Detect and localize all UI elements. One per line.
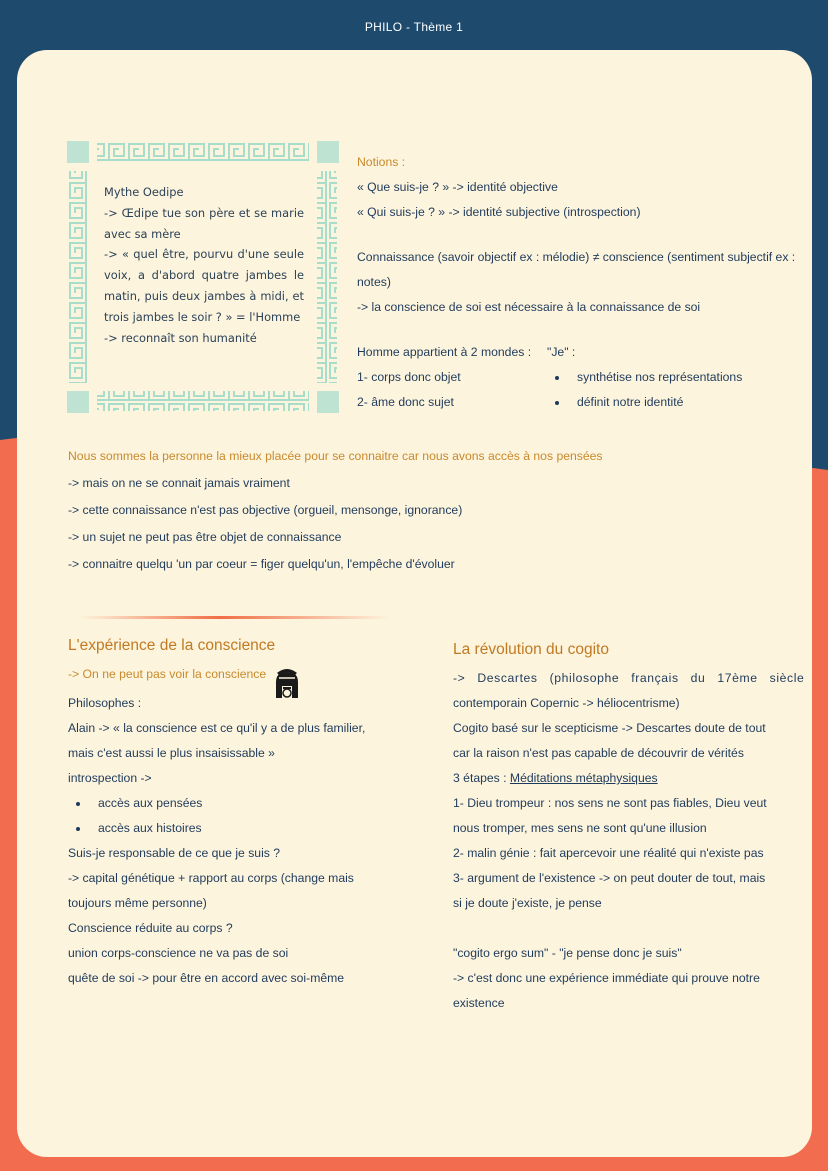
cogito-line: car la raison n'est pas capable de découvrir de vérités xyxy=(453,746,744,760)
cogito-line: existence xyxy=(453,996,505,1010)
introspection-bullet: accès aux pensées xyxy=(68,791,368,816)
homme-item: 2- âme donc sujet xyxy=(357,395,454,409)
je-list xyxy=(547,340,742,415)
cogito-line: 2- malin génie : fait apercevoir une réalité qui n'existe pas xyxy=(453,846,764,860)
cogito-line: Cogito basé sur le scepticisme -> Descartes doute de tout xyxy=(453,721,766,735)
cogito-section xyxy=(453,638,805,1016)
mid-title: Nous sommes la personne la mieux placée pour se connaitre car nous avons accès à nos pensées xyxy=(68,449,603,463)
oedipe-text xyxy=(104,182,304,348)
mid-line: -> mais on ne se connait jamais vraiment xyxy=(68,476,290,490)
oedipe-line: -> reconnaît son humanité xyxy=(104,330,257,345)
helmet-icon xyxy=(270,668,304,702)
answer-line: -> capital génétique + rapport au corps (change mais xyxy=(68,871,354,885)
cogito-line: 3- argument de l'existence -> on peut douter de tout, mais xyxy=(453,871,766,885)
oedipe-line: Mythe Oedipe xyxy=(104,185,184,199)
text-line: quête de soi -> pour être en accord avec soi-même xyxy=(68,971,345,985)
cogito-line: si je doute j'existe, je pense xyxy=(453,896,602,910)
notions-title: Notions : xyxy=(357,155,406,169)
cogito-line: -> Descartes (philosophe français du 17ème siècle xyxy=(453,671,805,685)
connaissance-line: Connaissance (savoir objectif ex : mélodie) ≠ conscience (sentiment subjectif ex : xyxy=(357,250,796,264)
cogito-line: -> c'est donc une expérience immédiate qui prouve notre xyxy=(453,971,760,985)
experience-heading: L'expérience de la conscience xyxy=(68,637,276,654)
notions-line: « Que suis-je ? » -> identité objective xyxy=(357,180,558,194)
text-line: union corps-conscience ne va pas de soi xyxy=(68,946,289,960)
je-title: "Je" : xyxy=(547,345,576,359)
alain-line: Alain -> « la conscience est ce qu'il y a de plus familier, xyxy=(68,721,366,735)
homme-list xyxy=(357,340,531,415)
mid-line: -> cette connaissance n'est pas objective (orgueil, mensonge, ignorance) xyxy=(68,503,463,517)
answer-line: toujours même personne) xyxy=(68,896,207,910)
je-item: synthétise nos représentations xyxy=(547,365,742,390)
meditations-link[interactable]: Méditations métaphysiques xyxy=(509,771,658,785)
mid-line: -> connaitre quelqu 'un par coeur = figer quelqu'un, l'empêche d'évoluer xyxy=(68,557,455,571)
introspection-label: introspection -> xyxy=(68,771,152,785)
homme-title: Homme appartient à 2 mondes : xyxy=(357,345,532,359)
etapes-line xyxy=(453,766,758,791)
connaissance-line: notes) xyxy=(357,275,391,289)
experience-subheading: -> On ne peut pas voir la conscience xyxy=(68,667,267,681)
notions-line: « Qui suis-je ? » -> identité subjective (introspection) xyxy=(357,205,641,219)
etapes-prefix: 3 étapes : xyxy=(453,771,510,785)
cogito-line: nous tromper, mes sens ne sont qu'une illusion xyxy=(453,821,707,835)
je-item: définit notre identité xyxy=(547,390,742,415)
connaissance-soi-block xyxy=(68,443,768,578)
question-line: Suis-je responsable de ce que je suis ? xyxy=(68,846,281,860)
oedipe-line: -> « quel être, pourvu d'une seule voix, a d'abord quatre jambes le matin, puis deux jambes à midi, et trois jambes le soir ? » = l'Homme xyxy=(104,247,304,324)
cogito-line: contemporain Copernic -> héliocentrisme) xyxy=(453,696,680,710)
cogito-heading: La révolution du cogito xyxy=(453,641,609,658)
notions-block xyxy=(357,150,802,415)
connaissance-line: -> la conscience de soi est nécessaire à la connaissance de soi xyxy=(357,300,701,314)
cogito-line: 1- Dieu trompeur : nos sens ne sont pas fiables, Dieu veut xyxy=(453,796,767,810)
homme-item: 1- corps donc objet xyxy=(357,370,461,384)
oedipe-line: -> Œdipe tue son père et se marie avec sa mère xyxy=(104,205,304,241)
page-header: PHILO - Thème 1 xyxy=(364,20,464,34)
experience-section xyxy=(68,634,368,991)
question-line: Conscience réduite au corps ? xyxy=(68,921,233,935)
introspection-bullet: accès aux histoires xyxy=(68,816,368,841)
philosophes-label: Philosophes : xyxy=(68,696,142,710)
alain-line: mais c'est aussi le plus insaisissable » xyxy=(68,746,275,760)
cogito-quote: "cogito ergo sum" - "je pense donc je suis" xyxy=(453,946,682,960)
section-divider xyxy=(80,616,390,619)
mid-line: -> un sujet ne peut pas être objet de connaissance xyxy=(68,530,342,544)
